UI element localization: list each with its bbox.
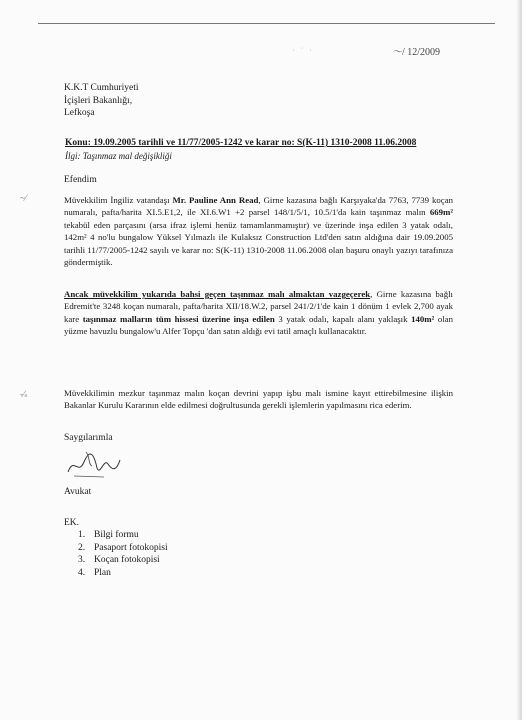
attachment-item: 1. Bilgi formu [78, 530, 139, 540]
recipient-address [64, 82, 139, 120]
client-name: Mr. Pauline Ann Read [172, 195, 259, 205]
recipient-line: K.K.T Cumhuriyeti [64, 83, 139, 93]
attachments-list [78, 529, 168, 579]
paragraph-2-lead: Ancak müvekkilim yukarıda bahsi geçen taşınmaz malı almaktan vazgeçerek [64, 289, 371, 299]
reference-line: İlgi: Taşınmaz mal değişikliği [65, 151, 172, 161]
letter-date: ～/ 12/2009 [392, 47, 441, 58]
attachment-item: 3. Koçan fotokopisi [78, 555, 160, 565]
margin-scribble-mark: ~⁄ [20, 193, 27, 203]
paragraph-3: Müvekkilimin mezkur taşınmaz malın koçan devrini yapıp işbu malı ismine kayıt ettirebilmesine ilişkin Bakanlar Kurulu Kararının elde edilmesi doğrultusunda gerekli işlemlerin yapılmasını rica ederim. [64, 388, 453, 411]
area-value: 140m² [411, 313, 435, 324]
date-handwritten: ～ [392, 47, 402, 58]
scan-edge-shadow [516, 0, 522, 720]
scan-smudge: · ˙ · [292, 46, 314, 55]
closing: Saygılarımla [64, 433, 113, 443]
recipient-line: Lefkoşa [64, 108, 95, 118]
attachments-label: EK. [64, 518, 80, 528]
top-rule [38, 23, 495, 24]
greeting: Efendim [64, 175, 97, 185]
margin-scribble-mark: -⁄ₛ [20, 389, 28, 399]
recipient-line: İçişleri Bakanlığı, [64, 95, 133, 106]
area-value: 669m² [429, 207, 453, 218]
attachment-item: 4. Plan [78, 567, 111, 578]
paragraph-2: Ancak müvekkilim yukarıda bahsi geçen taşınmaz malı almaktan vazgeçerek, Girne kazasına bağlı Edremit'te 3248 koçan numaralı, pafta/harita XII/18.W.2, parsel 241/2/1'de kain 1 dönüm 1 evlek 2,700 ayak kare taşınmaz malların tüm hissesi üzerine inşa edilen 3 yatak odalı, kapalı alanı yaklaşık 140m² olan yüzme havuzlu bungalow'u Alfer Topçu 'dan satın aldığı evi tatil amaçlı kullanacaktır. [64, 289, 453, 337]
paragraph-1: Müvekkilim İngiliz vatandaşı Mr. Pauline Ann Read, Girne kazasına bağlı Karşıyaka'da 7763, 7739 koçan numaralı, pafta/harita XI.5.E1,2, ile XI.6.W1 +2 parsel 148/1/5/1, 10.5/1'da kain taşınmaz malın 669m² tekabül eden parçasını (arsa ifraz işlemi henüz tamamlanmamıştır) ve üzerinde inşa edilen 3 yatak odalı, 142m² 4 no'lu bungalow Yüksel Yılmazlı ile Kulaksız Construction Ltd'den satın aldığına dair 19.09.2005 tarihli 11/77/2005-1242 sayılı ve karar no: S(K-11) 1310-2008 11.06.2008 olan başuru onaylı yazıyı tarafınıza göndermiştik. [64, 195, 454, 268]
signer-title: Avukat [64, 487, 92, 497]
attachment-item: 2. Pasaport fotokopisi [78, 542, 168, 553]
signature-image [64, 446, 124, 480]
subject-line: Konu: 19.09.2005 tarihli ve 11/77/2005-1242 ve karar no: S(K-11) 1310-2008 11.06.2008 [65, 138, 417, 148]
